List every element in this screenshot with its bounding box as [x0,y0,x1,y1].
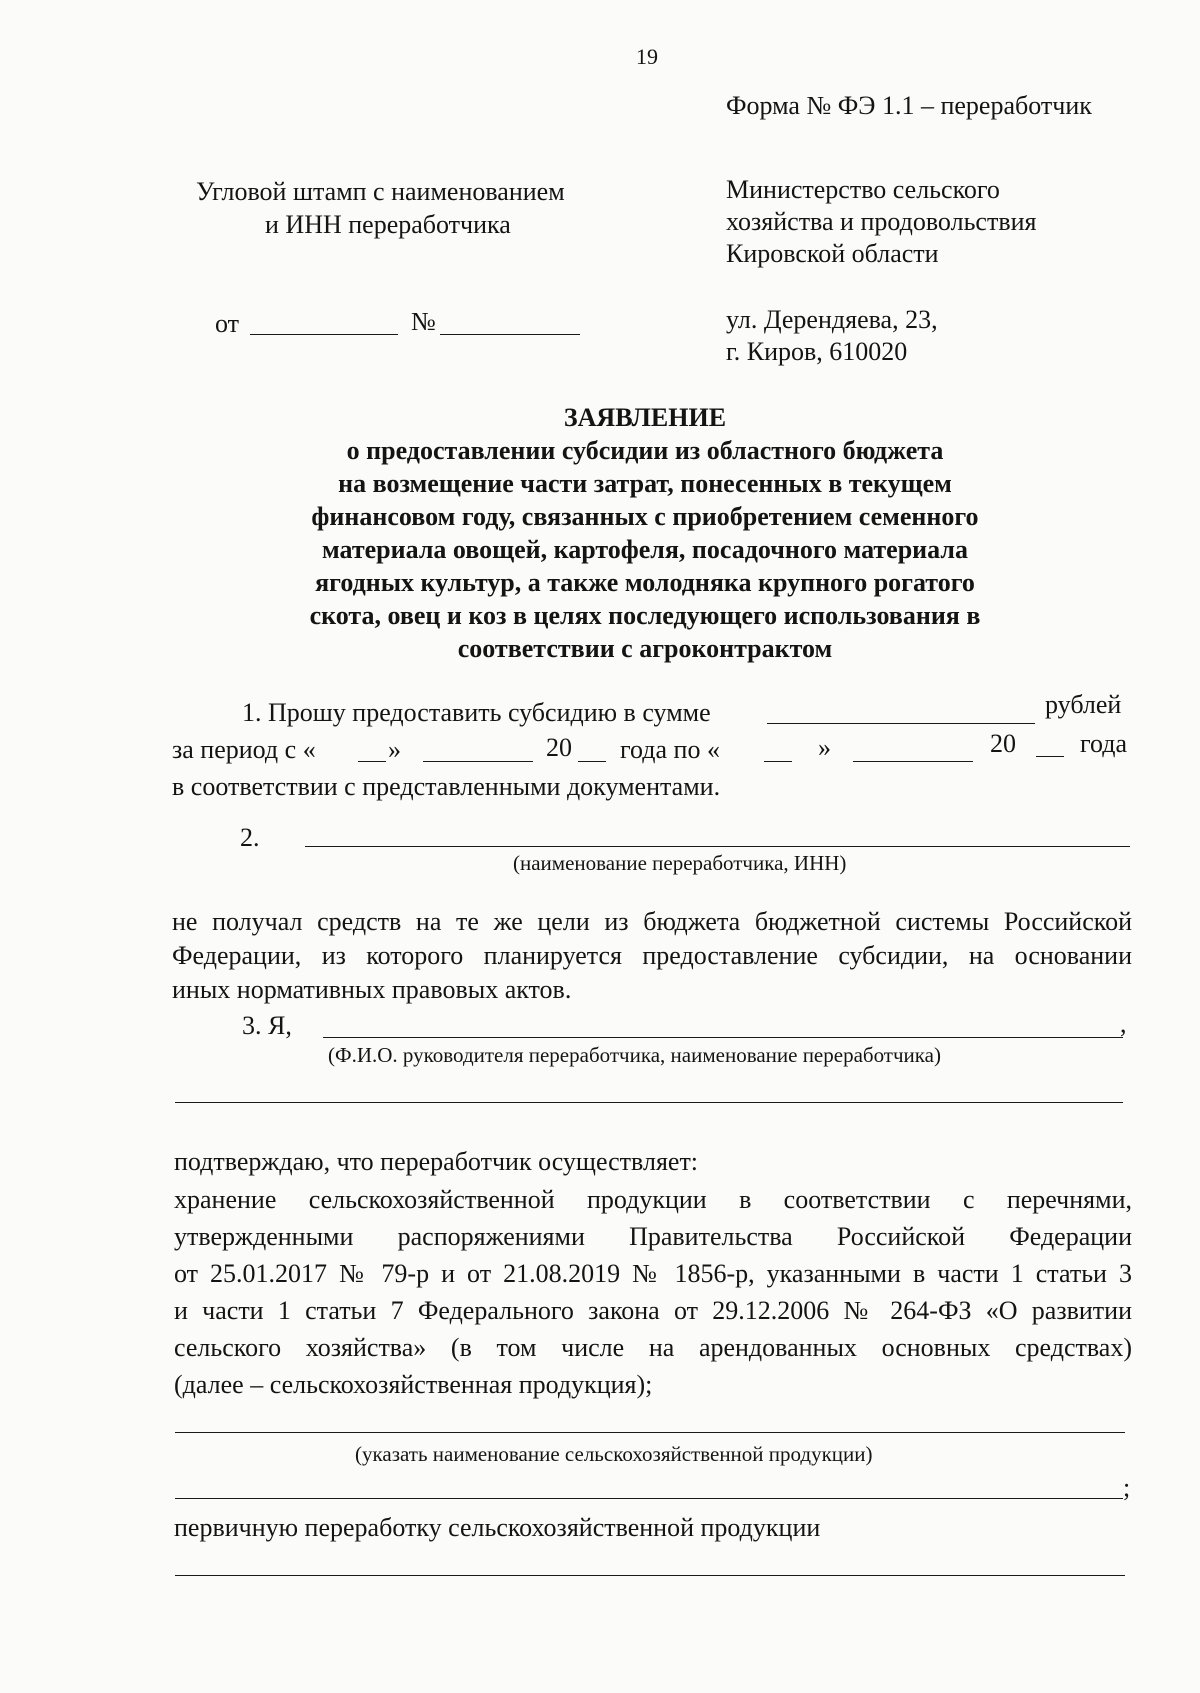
doc-heading: ЗАЯВЛЕНИЕ [563,403,727,432]
form-label: Форма № ФЭ 1.1 – переработчик [726,91,1092,120]
item1-quote-close-2: » [818,733,831,762]
doc-title-line-1: о предоставлении субсидии из областного бюджета [346,436,944,465]
primary-processing-text: первичную переработку сельскохозяйственной продукции [174,1513,821,1542]
product-name-line-2 [175,1498,1123,1499]
item1-month-from-line [423,761,533,762]
page-number: 19 [636,44,658,69]
item2-paragraph-line-2: Федерации, из которого планируется предоставление субсидии, на основании [172,941,1132,970]
doc-title-line-4: материала овощей, картофеля, посадочного материала [322,535,968,564]
item2-number: 2. [240,823,260,852]
product-semicolon: ; [1123,1473,1131,1502]
item2-paragraph-line-3: иных нормативных правовых актов. [172,975,572,1004]
item3-body-line-6: (далее – сельскохозяйственная продукция); [174,1370,653,1399]
item2-name-line [305,846,1130,847]
primary-processing-line [175,1575,1125,1576]
recipient-line-2: хозяйства и продовольствия [726,207,1037,236]
item3-comma: , [1120,1009,1127,1038]
item1-goda: года [1080,729,1128,758]
recipient-address-2: г. Киров, 610020 [726,337,908,366]
item2-paragraph-line-1: не получал средств на те же цели из бюджета бюджетной системы Российской [172,907,1132,936]
item1-day-to-line [764,761,792,762]
stamp-line-2: и ИНН переработчика [265,210,511,239]
item1-year-20a: 20 [546,733,572,762]
ref-date-line [250,334,398,335]
item1-year-from-line [578,761,606,762]
item1-day-from-line [358,761,386,762]
stamp-line-1: Угловой штамп с наименованием [196,177,565,206]
item1-period-prefix: за период с « [172,735,316,764]
recipient-line-3: Кировской области [726,239,939,268]
item3-body-line-2: утвержденными распоряжениями Правительства Российской Федерации [174,1222,1132,1251]
item3-body-line-1: хранение сельскохозяйственной продукции в соответствии с перечнями, [174,1185,1132,1214]
doc-title-line-3: финансовом году, связанных с приобретением семенного [311,502,979,531]
item3-caption: (Ф.И.О. руководителя переработчика, наименование переработчика) [328,1043,941,1067]
item1-line3: в соответствии с представленными документами. [172,772,721,801]
doc-title-line-2: на возмещение части затрат, понесенных в текущем [338,469,952,498]
item3-body-line-3: от 25.01.2017 № 79-р и от 21.08.2019 № 1856-р, указанными в части 1 статьи 3 [174,1259,1132,1288]
doc-title-line-5: ягодных культур, а также молодняка крупного рогатого [315,568,975,597]
ref-number-label: № [411,307,436,336]
item3-body-line-4: и части 1 статьи 7 Федерального закона от 29.12.2006 № 264-ФЗ «О развитии [174,1296,1132,1325]
item1-year-20b: 20 [990,729,1016,758]
recipient-line-1: Министерство сельского [726,175,1000,204]
product-caption: (указать наименование сельскохозяйственной продукции) [355,1442,873,1466]
item2-caption: (наименование переработчика, ИНН) [513,851,847,875]
product-name-line-1 [175,1432,1125,1433]
item1-rubles: рублей [1045,690,1122,719]
item3-extra-line [175,1102,1123,1103]
item3-number: 3. Я, [242,1011,292,1040]
item3-name-line [323,1037,1123,1038]
item1-year-to-line [1036,756,1064,757]
recipient-address-1: ул. Дерендяева, 23, [726,305,938,334]
ref-number-line [440,334,580,335]
item1-month-to-line [853,761,973,762]
item1-amount-line [767,723,1035,724]
item1-year-to: года по « [620,735,720,764]
item1-quote-close: » [388,735,401,764]
ref-from-label: от [215,309,240,338]
item3-body-line-5: сельского хозяйства» (в том числе на арендованных основных средствах) [174,1333,1132,1362]
doc-title-line-6: скота, овец и коз в целях последующего использования в [309,601,981,630]
item1-text: 1. Прошу предоставить субсидию в сумме [242,698,711,727]
doc-title-line-7: соответствии с агроконтрактом [457,634,833,663]
item3-confirm: подтверждаю, что переработчик осуществляет: [174,1147,699,1176]
